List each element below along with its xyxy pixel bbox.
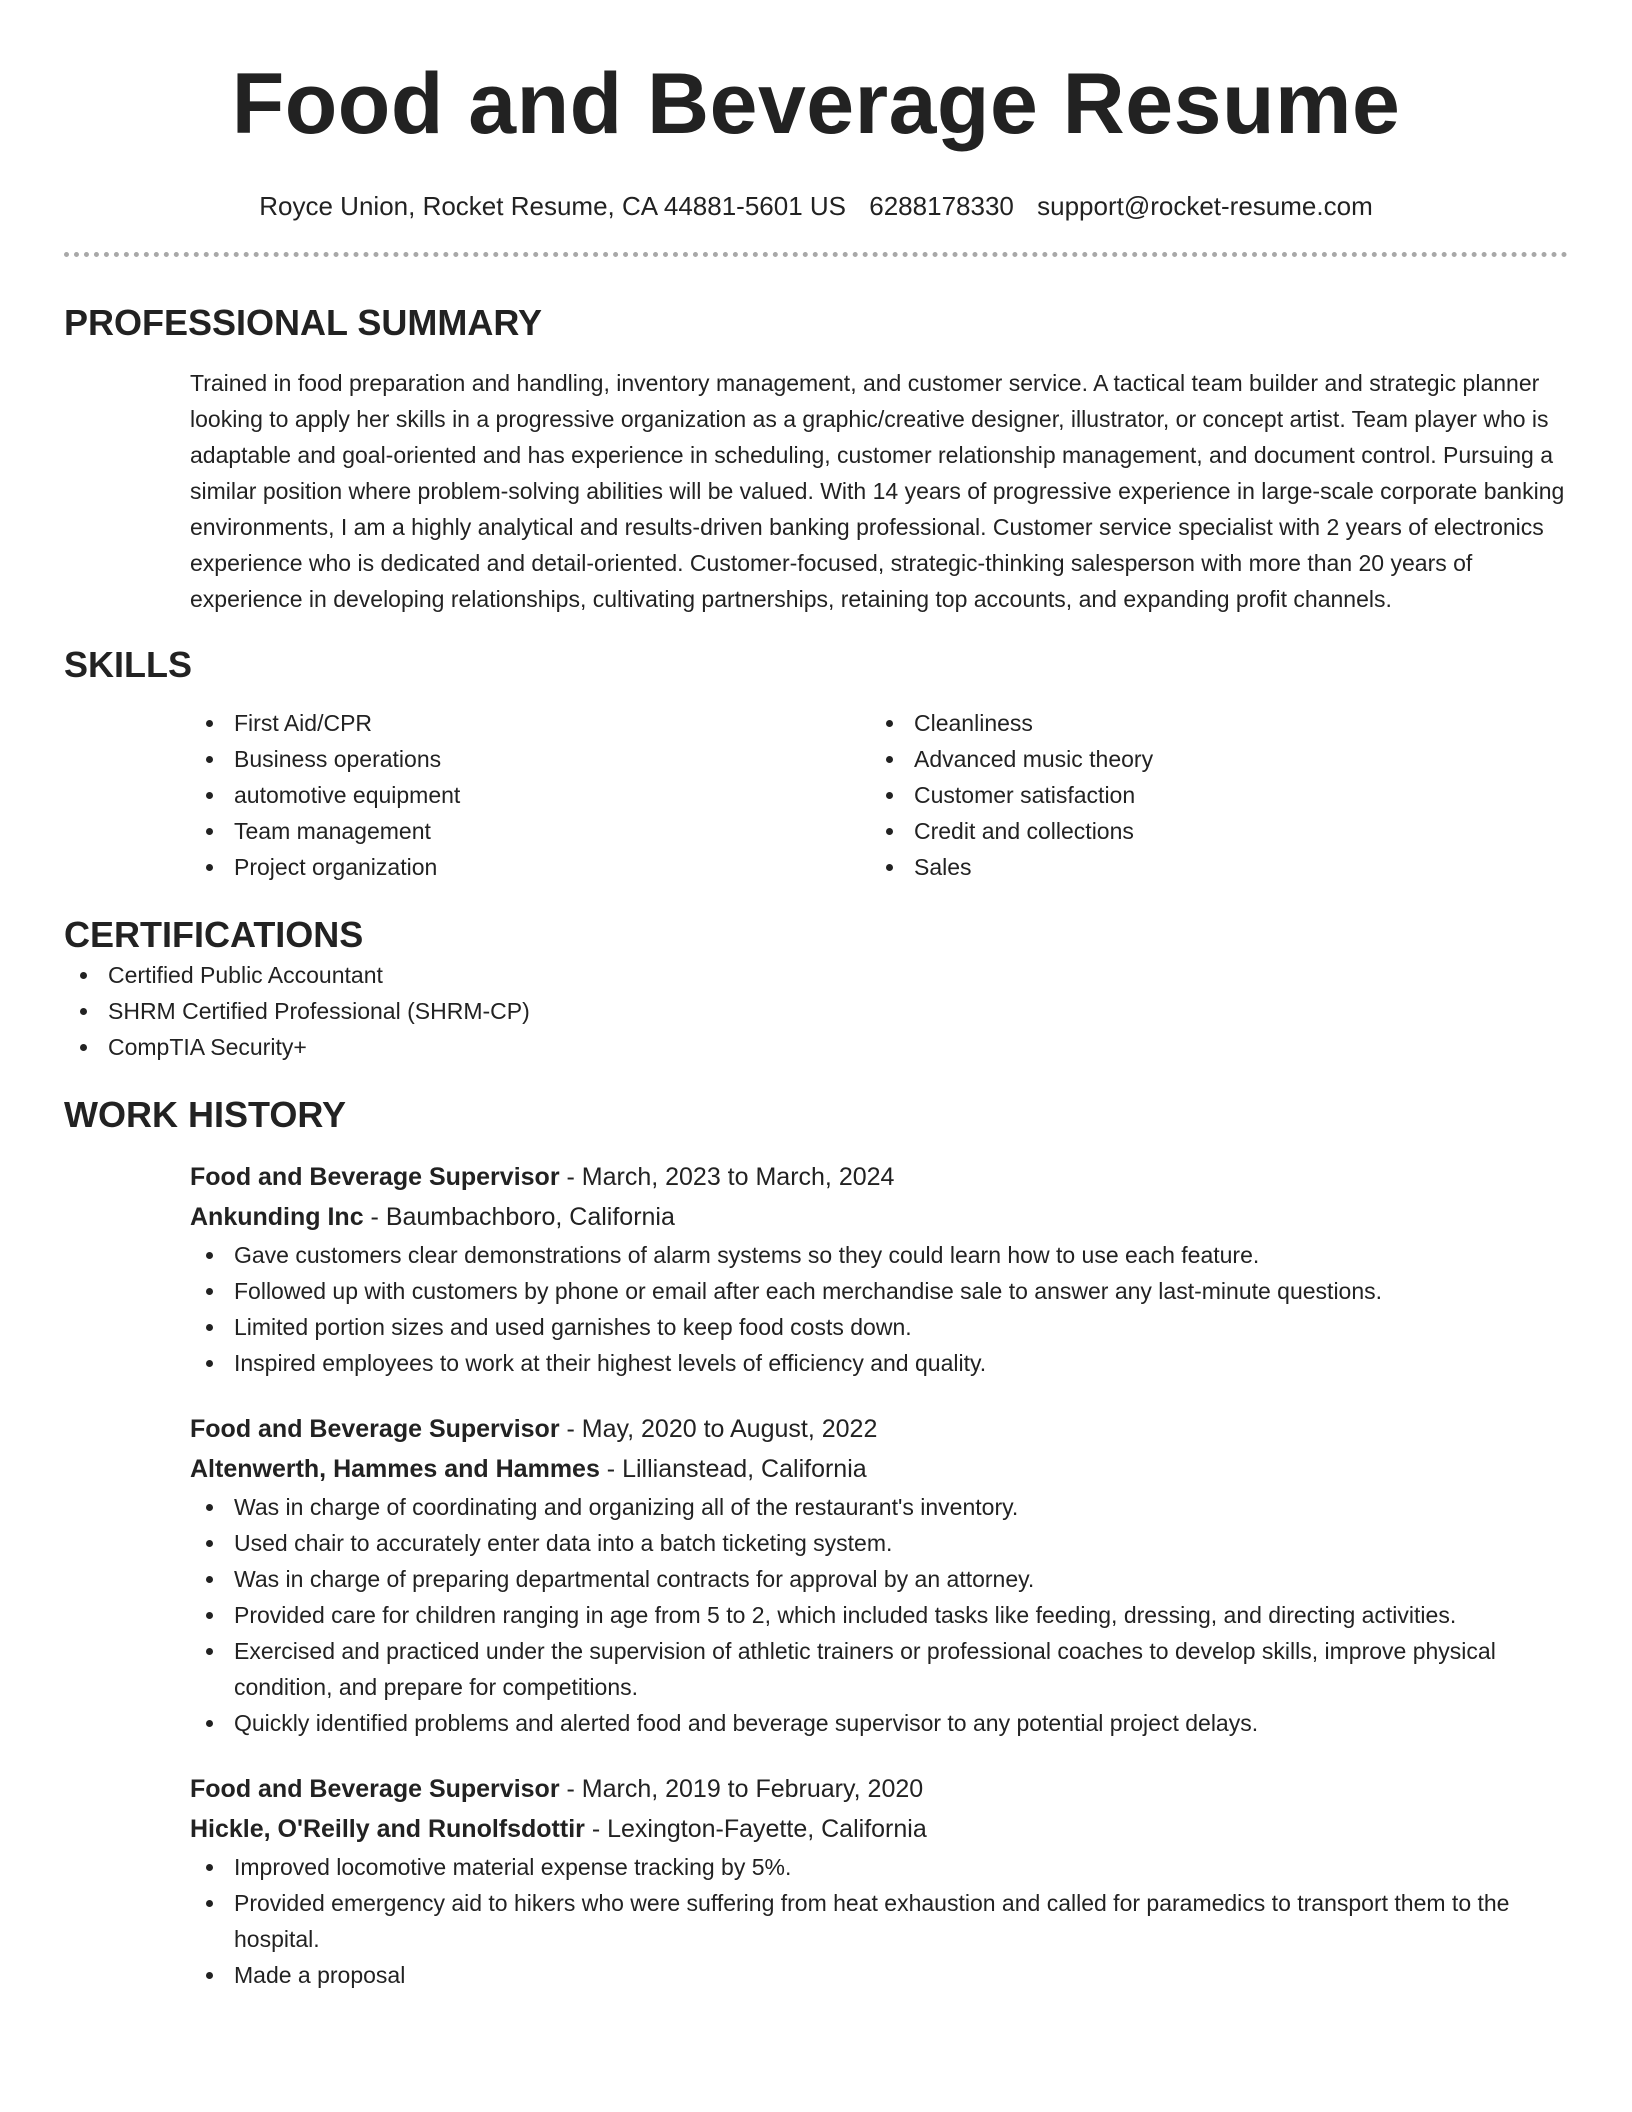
- skills-heading: SKILLS: [64, 644, 193, 685]
- skill-item: Team management: [190, 813, 870, 849]
- job-title: Food and Beverage Supervisor: [190, 1415, 560, 1443]
- skills-column-right: [870, 705, 1550, 885]
- skill-item: Credit and collections: [870, 813, 1550, 849]
- contact-phone: 6288178330: [869, 191, 1014, 221]
- job-title: Food and Beverage Supervisor: [190, 1163, 560, 1191]
- job-bullet: Used chair to accurately enter data into a batch ticketing system.: [190, 1525, 1568, 1561]
- job-company: Hickle, O'Reilly and Runolfsdottir: [190, 1815, 585, 1843]
- job-bullets: [190, 1489, 1568, 1741]
- job-company-line: [190, 1809, 1568, 1849]
- job-company: Altenwerth, Hammes and Hammes: [190, 1455, 600, 1483]
- contact-email: support@rocket-resume.com: [1037, 191, 1373, 221]
- header-divider: [64, 252, 1568, 257]
- job-location: - Baumbachboro, California: [363, 1203, 675, 1231]
- job-bullet: Inspired employees to work at their highest levels of efficiency and quality.: [190, 1345, 1568, 1381]
- job-title-line: [190, 1409, 1568, 1449]
- certification-item: Certified Public Accountant: [64, 957, 1568, 993]
- contact-line: [64, 190, 1568, 222]
- skill-item: Sales: [870, 849, 1550, 885]
- job-bullet: Made a proposal: [190, 1957, 1568, 1993]
- certifications-list: [64, 957, 1568, 1065]
- job-bullet: Limited portion sizes and used garnishes to keep food costs down.: [190, 1309, 1568, 1345]
- contact-address: Royce Union, Rocket Resume, CA 44881-5601 US: [259, 191, 847, 221]
- job-bullet: Improved locomotive material expense tracking by 5%.: [190, 1849, 1568, 1885]
- skills-column-left: [190, 705, 870, 885]
- skills-list: [190, 705, 1568, 885]
- certifications-heading: CERTIFICATIONS: [64, 914, 364, 955]
- skill-item: Customer satisfaction: [870, 777, 1550, 813]
- skill-item: Project organization: [190, 849, 870, 885]
- skill-item: automotive equipment: [190, 777, 870, 813]
- job-bullet: Provided emergency aid to hikers who were suffering from heat exhaustion and called for paramedics to transport them to the hospital.: [190, 1885, 1568, 1957]
- job-bullets: [190, 1237, 1568, 1381]
- job-company-line: [190, 1449, 1568, 1489]
- work-history-heading: WORK HISTORY: [64, 1094, 347, 1135]
- job-bullet: Followed up with customers by phone or email after each merchandise sale to answer any last-minute questions.: [190, 1273, 1568, 1309]
- job-bullet: Gave customers clear demonstrations of alarm systems so they could learn how to use each feature.: [190, 1237, 1568, 1273]
- certification-item: CompTIA Security+: [64, 1029, 1568, 1065]
- resume-title: Food and Beverage Resume: [231, 56, 1401, 152]
- job-dates: - March, 2019 to February, 2020: [559, 1775, 924, 1803]
- job-bullet: Exercised and practiced under the supervision of athletic trainers or professional coaches to develop skills, improve physical condition, and prepare for competitions.: [190, 1633, 1568, 1705]
- job-bullet: Provided care for children ranging in age from 5 to 2, which included tasks like feeding, dressing, and directing activities.: [190, 1597, 1568, 1633]
- resume-page: [64, 0, 1568, 1993]
- job-entry: [190, 1409, 1568, 1741]
- job-title-line: [190, 1157, 1568, 1197]
- job-title-line: [190, 1769, 1568, 1809]
- job-dates: - March, 2023 to March, 2024: [559, 1163, 895, 1191]
- job-bullets: [190, 1849, 1568, 1993]
- job-title: Food and Beverage Supervisor: [190, 1775, 560, 1803]
- job-entry: [190, 1769, 1568, 1993]
- certification-item: SHRM Certified Professional (SHRM-CP): [64, 993, 1568, 1029]
- job-dates: - May, 2020 to August, 2022: [559, 1415, 878, 1443]
- job-entry: [190, 1157, 1568, 1381]
- summary-heading: PROFESSIONAL SUMMARY: [64, 302, 543, 343]
- skill-item: Business operations: [190, 741, 870, 777]
- skill-item: Advanced music theory: [870, 741, 1550, 777]
- job-bullet: Was in charge of coordinating and organizing all of the restaurant's inventory.: [190, 1489, 1568, 1525]
- job-location: - Lillianstead, California: [599, 1455, 867, 1483]
- job-bullet: Was in charge of preparing departmental contracts for approval by an attorney.: [190, 1561, 1568, 1597]
- skill-item: First Aid/CPR: [190, 705, 870, 741]
- job-company-line: [190, 1197, 1568, 1237]
- job-bullet: Quickly identified problems and alerted food and beverage supervisor to any potential project delays.: [190, 1705, 1568, 1741]
- summary-text: Trained in food preparation and handling, inventory management, and customer service. A tactical team builder and strategic planner looking to apply her skills in a progressive organization as a graphic/creative designer, illustrator, or concept artist. Team player who is adaptable and goal-oriented and has experience in scheduling, customer relationship management, and document control. Pursuing a similar position where problem-solving abilities will be valued. With 14 years of progressive experience in large-scale corporate banking environments, I am a highly analytical and results-driven banking professional. Customer service specialist with 2 years of electronics experience who is dedicated and detail-oriented. Customer-focused, strategic-thinking salesperson with more than 20 years of experience in developing relationships, cultivating partnerships, retaining top accounts, and expanding profit channels.: [190, 370, 1565, 612]
- skill-item: Cleanliness: [870, 705, 1550, 741]
- job-location: - Lexington-Fayette, California: [584, 1815, 927, 1843]
- job-company: Ankunding Inc: [190, 1203, 364, 1231]
